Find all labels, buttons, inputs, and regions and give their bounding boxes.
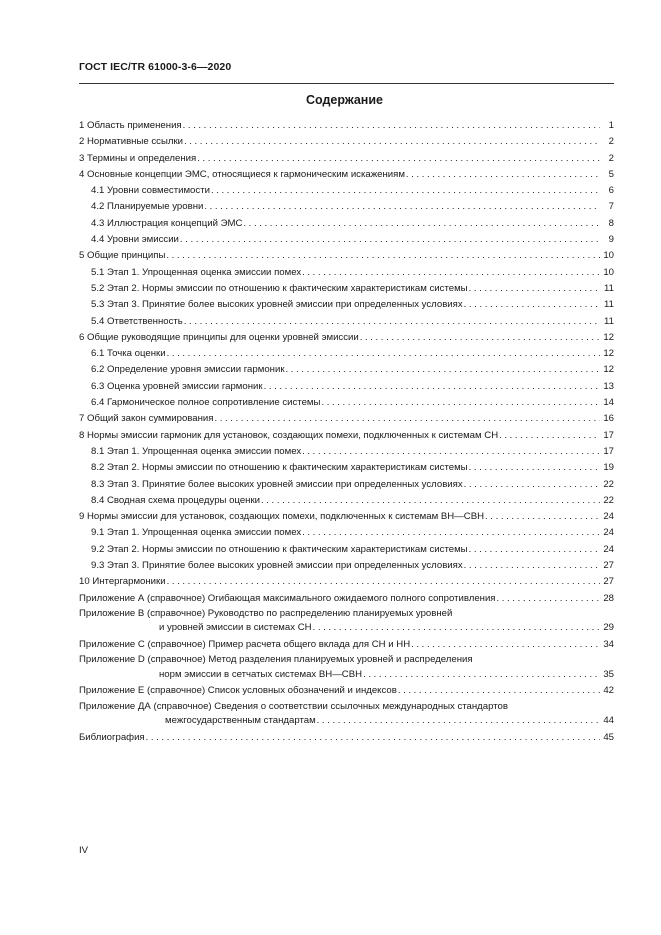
toc-entry (79, 248, 614, 264)
dot-leader (146, 730, 600, 746)
toc-entry-page: 14 (603, 397, 614, 409)
toc-entry-title: 6 Общие руководящие принципы для оценки уровней эмиссии (79, 331, 359, 343)
toc-entry-title-continued: норм эмиссии в сетчатых системах ВН—СВН (159, 668, 363, 680)
dot-leader (264, 379, 600, 395)
dot-leader (197, 151, 600, 167)
toc-entry-page: 22 (603, 494, 614, 506)
dot-leader (469, 460, 600, 476)
toc-entry-page: 24 (603, 527, 614, 539)
toc-entry (79, 118, 614, 134)
dot-leader (464, 297, 600, 313)
toc-entry-title: Приложение А (справочное) Огибающая максимального ожидаемого полного сопротивления (79, 592, 496, 604)
dot-leader (183, 118, 600, 134)
toc-entry-page: 27 (603, 560, 614, 572)
dot-leader (398, 683, 600, 699)
dot-leader (211, 183, 600, 199)
header-rule (79, 83, 614, 84)
dot-leader (286, 362, 600, 378)
toc-entry-title: 9 Нормы эмиссии для установок, создающих помехи, подключенных к системам ВН—СВН (79, 511, 485, 523)
toc-entry-title: 9.1 Этап 1. Упрощенная оценка эмиссии помех (91, 527, 302, 539)
dot-leader (485, 509, 600, 525)
dot-leader (184, 134, 600, 150)
toc-entry-page: 12 (603, 331, 614, 343)
toc-entry-title: 8.1 Этап 1. Упрощенная оценка эмиссии помех (91, 445, 302, 457)
toc-entry-title: Приложение В (справочное) Руководство по распределению планируемых уровней (79, 607, 453, 619)
toc-entry (79, 395, 614, 411)
dot-leader (243, 216, 600, 232)
toc-entry-page: 16 (603, 413, 614, 425)
toc-entry (79, 216, 614, 232)
toc-entry-page: 7 (608, 201, 614, 213)
toc-entry-title: Приложение ДА (справочное) Сведения о соответствии ссылочных международных стандартов (79, 700, 508, 712)
toc-entry-title: 3 Термины и определения (79, 152, 197, 164)
toc-entry-title: 8.2 Этап 2. Нормы эмиссии по отношению к фактическим характеристикам системы (91, 462, 468, 474)
toc-entry-title: 9.3 Этап 3. Принятие более высоких уровней эмиссии при определенных условиях (91, 560, 463, 572)
toc-entry-page: 9 (608, 234, 614, 246)
dot-leader (302, 525, 600, 541)
dot-leader (321, 395, 600, 411)
toc-entry-title: 9.2 Этап 2. Нормы эмиссии по отношению к фактическим характеристикам системы (91, 543, 468, 555)
dot-leader (313, 620, 600, 636)
toc-entry-page: 6 (608, 185, 614, 197)
toc-entry-page: 22 (603, 478, 614, 490)
toc-entry-title: 10 Интергармоники (79, 576, 166, 588)
dot-leader (166, 248, 600, 264)
toc-entry (79, 637, 614, 653)
dot-leader (302, 265, 600, 281)
toc-entry-title: 5 Общие принципы (79, 250, 166, 262)
toc-entry (79, 232, 614, 248)
toc-entry (79, 653, 614, 683)
toc-entry-page: 2 (608, 136, 614, 148)
toc-entry (79, 493, 614, 509)
toc-entry (79, 183, 614, 199)
dot-leader (469, 542, 600, 558)
toc-entry (79, 509, 614, 525)
toc-entry-title: 1 Область применения (79, 120, 182, 131)
toc-entry (79, 607, 614, 637)
toc-entry-title: Приложение Е (справочное) Список условных обозначений и индексов (79, 685, 397, 697)
toc-entry (79, 134, 614, 150)
toc-entry-page: 2 (608, 152, 614, 164)
dot-leader (406, 167, 600, 183)
toc-entry (79, 314, 614, 330)
toc-entry-page: 24 (603, 511, 614, 523)
toc-entry (79, 281, 614, 297)
toc-entry-page: 10 (603, 266, 614, 278)
toc-entry-page: 17 (603, 429, 614, 441)
page-number: IV (79, 845, 89, 856)
toc-entry (79, 683, 614, 699)
dot-leader (464, 477, 600, 493)
toc-entry (79, 700, 614, 730)
dot-leader (360, 330, 600, 346)
dot-leader (499, 428, 600, 444)
toc-entry (79, 265, 614, 281)
toc-entry (79, 167, 614, 183)
toc-entry (79, 542, 614, 558)
dot-leader (317, 713, 600, 729)
toc-entry (79, 444, 614, 460)
toc-entry (79, 591, 614, 607)
toc-entry-page: 24 (603, 543, 614, 555)
dot-leader (214, 411, 600, 427)
toc-entry (79, 428, 614, 444)
dot-leader (363, 667, 600, 683)
page-title: Содержание (305, 93, 383, 107)
toc-entry-page: 8 (608, 217, 614, 229)
toc-entry-page: 29 (603, 622, 614, 634)
toc-entry-title: 4.1 Уровни совместимости (91, 185, 210, 197)
toc-entry-title: Библиография (79, 731, 145, 743)
toc-entry (79, 330, 614, 346)
toc-entry-page: 28 (603, 592, 614, 604)
toc-entry (79, 477, 614, 493)
toc-entry-title: 7 Общий закон суммирования (79, 413, 214, 425)
toc-entry-title: 6.4 Гармоническое полное сопротивление системы (91, 397, 321, 409)
toc-entry-page: 10 (603, 250, 614, 262)
toc-entry-page: 1 (608, 120, 614, 131)
dot-leader (180, 232, 600, 248)
toc-entry-title: 5.3 Этап 3. Принятие более высоких уровней эмиссии при определенных условиях (91, 299, 463, 311)
toc-entry-page: 34 (603, 638, 614, 650)
toc-entry-page: 11 (604, 282, 614, 294)
dot-leader (411, 637, 600, 653)
toc-entry-page: 19 (603, 462, 614, 474)
toc-entry-title: 8.4 Сводная схема процедуры оценки (91, 494, 261, 506)
dot-leader (469, 281, 600, 297)
toc-entry (79, 558, 614, 574)
toc-entry-title: 4.4 Уровни эмиссии (91, 234, 179, 246)
toc-entry-page: 12 (603, 364, 614, 376)
toc-entry-page: 27 (603, 576, 614, 588)
toc-entry-title: 8 Нормы эмиссии гармоник для установок, создающих помехи, подключенных к системам СН (79, 429, 499, 441)
toc-entry-page: 11 (604, 315, 614, 327)
dot-leader (302, 444, 600, 460)
toc-entry-title: 6.1 Точка оценки (91, 348, 166, 360)
toc-entry (79, 297, 614, 313)
toc-entry (79, 346, 614, 362)
dot-leader (167, 574, 600, 590)
dot-leader (167, 346, 600, 362)
toc-entry-title: 4.2 Планируемые уровни (91, 201, 204, 213)
table-of-contents (79, 118, 614, 746)
toc-entry-page: 11 (604, 299, 614, 311)
dot-leader (261, 493, 600, 509)
toc-entry-page: 42 (603, 685, 614, 697)
toc-entry-page: 44 (603, 715, 614, 726)
toc-entry-title-continued: и уровней эмиссии в системах СН (159, 622, 312, 634)
toc-entry (79, 730, 614, 746)
toc-entry (79, 574, 614, 590)
toc-entry (79, 460, 614, 476)
toc-entry (79, 411, 614, 427)
toc-entry-page: 17 (603, 445, 614, 457)
toc-entry (79, 362, 614, 378)
toc-entry-page: 35 (603, 668, 614, 680)
toc-entry-title-continued: межгосударственным стандартам (165, 715, 316, 726)
toc-entry-title: Приложение D (справочное) Метод разделения планируемых уровней и распределения (79, 654, 473, 666)
toc-entry-page: 5 (608, 168, 614, 180)
toc-entry (79, 379, 614, 395)
toc-entry (79, 199, 614, 215)
toc-entry-page: 12 (603, 348, 614, 360)
toc-entry-page: 45 (603, 731, 614, 743)
toc-entry-page: 13 (603, 380, 614, 392)
toc-entry-title: 2 Нормативные ссылки (79, 136, 184, 148)
toc-entry-title: 5.4 Ответственность (91, 315, 183, 327)
dot-leader (184, 314, 600, 330)
toc-entry (79, 525, 614, 541)
dot-leader (497, 591, 600, 607)
dot-leader (464, 558, 600, 574)
toc-entry-title: 5.1 Этап 1. Упрощенная оценка эмиссии помех (91, 266, 302, 278)
dot-leader (204, 199, 600, 215)
toc-entry (79, 151, 614, 167)
toc-entry-title: Приложение С (справочное) Пример расчета общего вклада для СН и НН (79, 638, 411, 650)
document-header: ГОСТ IEC/TR 61000-3-6—2020 (79, 61, 232, 73)
toc-entry-title: 6.3 Оценка уровней эмиссии гармоник (91, 380, 263, 392)
toc-entry-title: 5.2 Этап 2. Нормы эмиссии по отношению к фактическим характеристикам системы (91, 282, 468, 294)
toc-entry-title: 4 Основные концепции ЭМС, относящиеся к гармоническим искажениям (79, 168, 405, 180)
toc-entry-title: 6.2 Определение уровня эмиссии гармоник (91, 364, 285, 376)
toc-entry-title: 4.3 Иллюстрация концепций ЭМС (91, 217, 243, 229)
toc-entry-title: 8.3 Этап 3. Принятие более высоких уровней эмиссии при определенных условиях (91, 478, 463, 490)
